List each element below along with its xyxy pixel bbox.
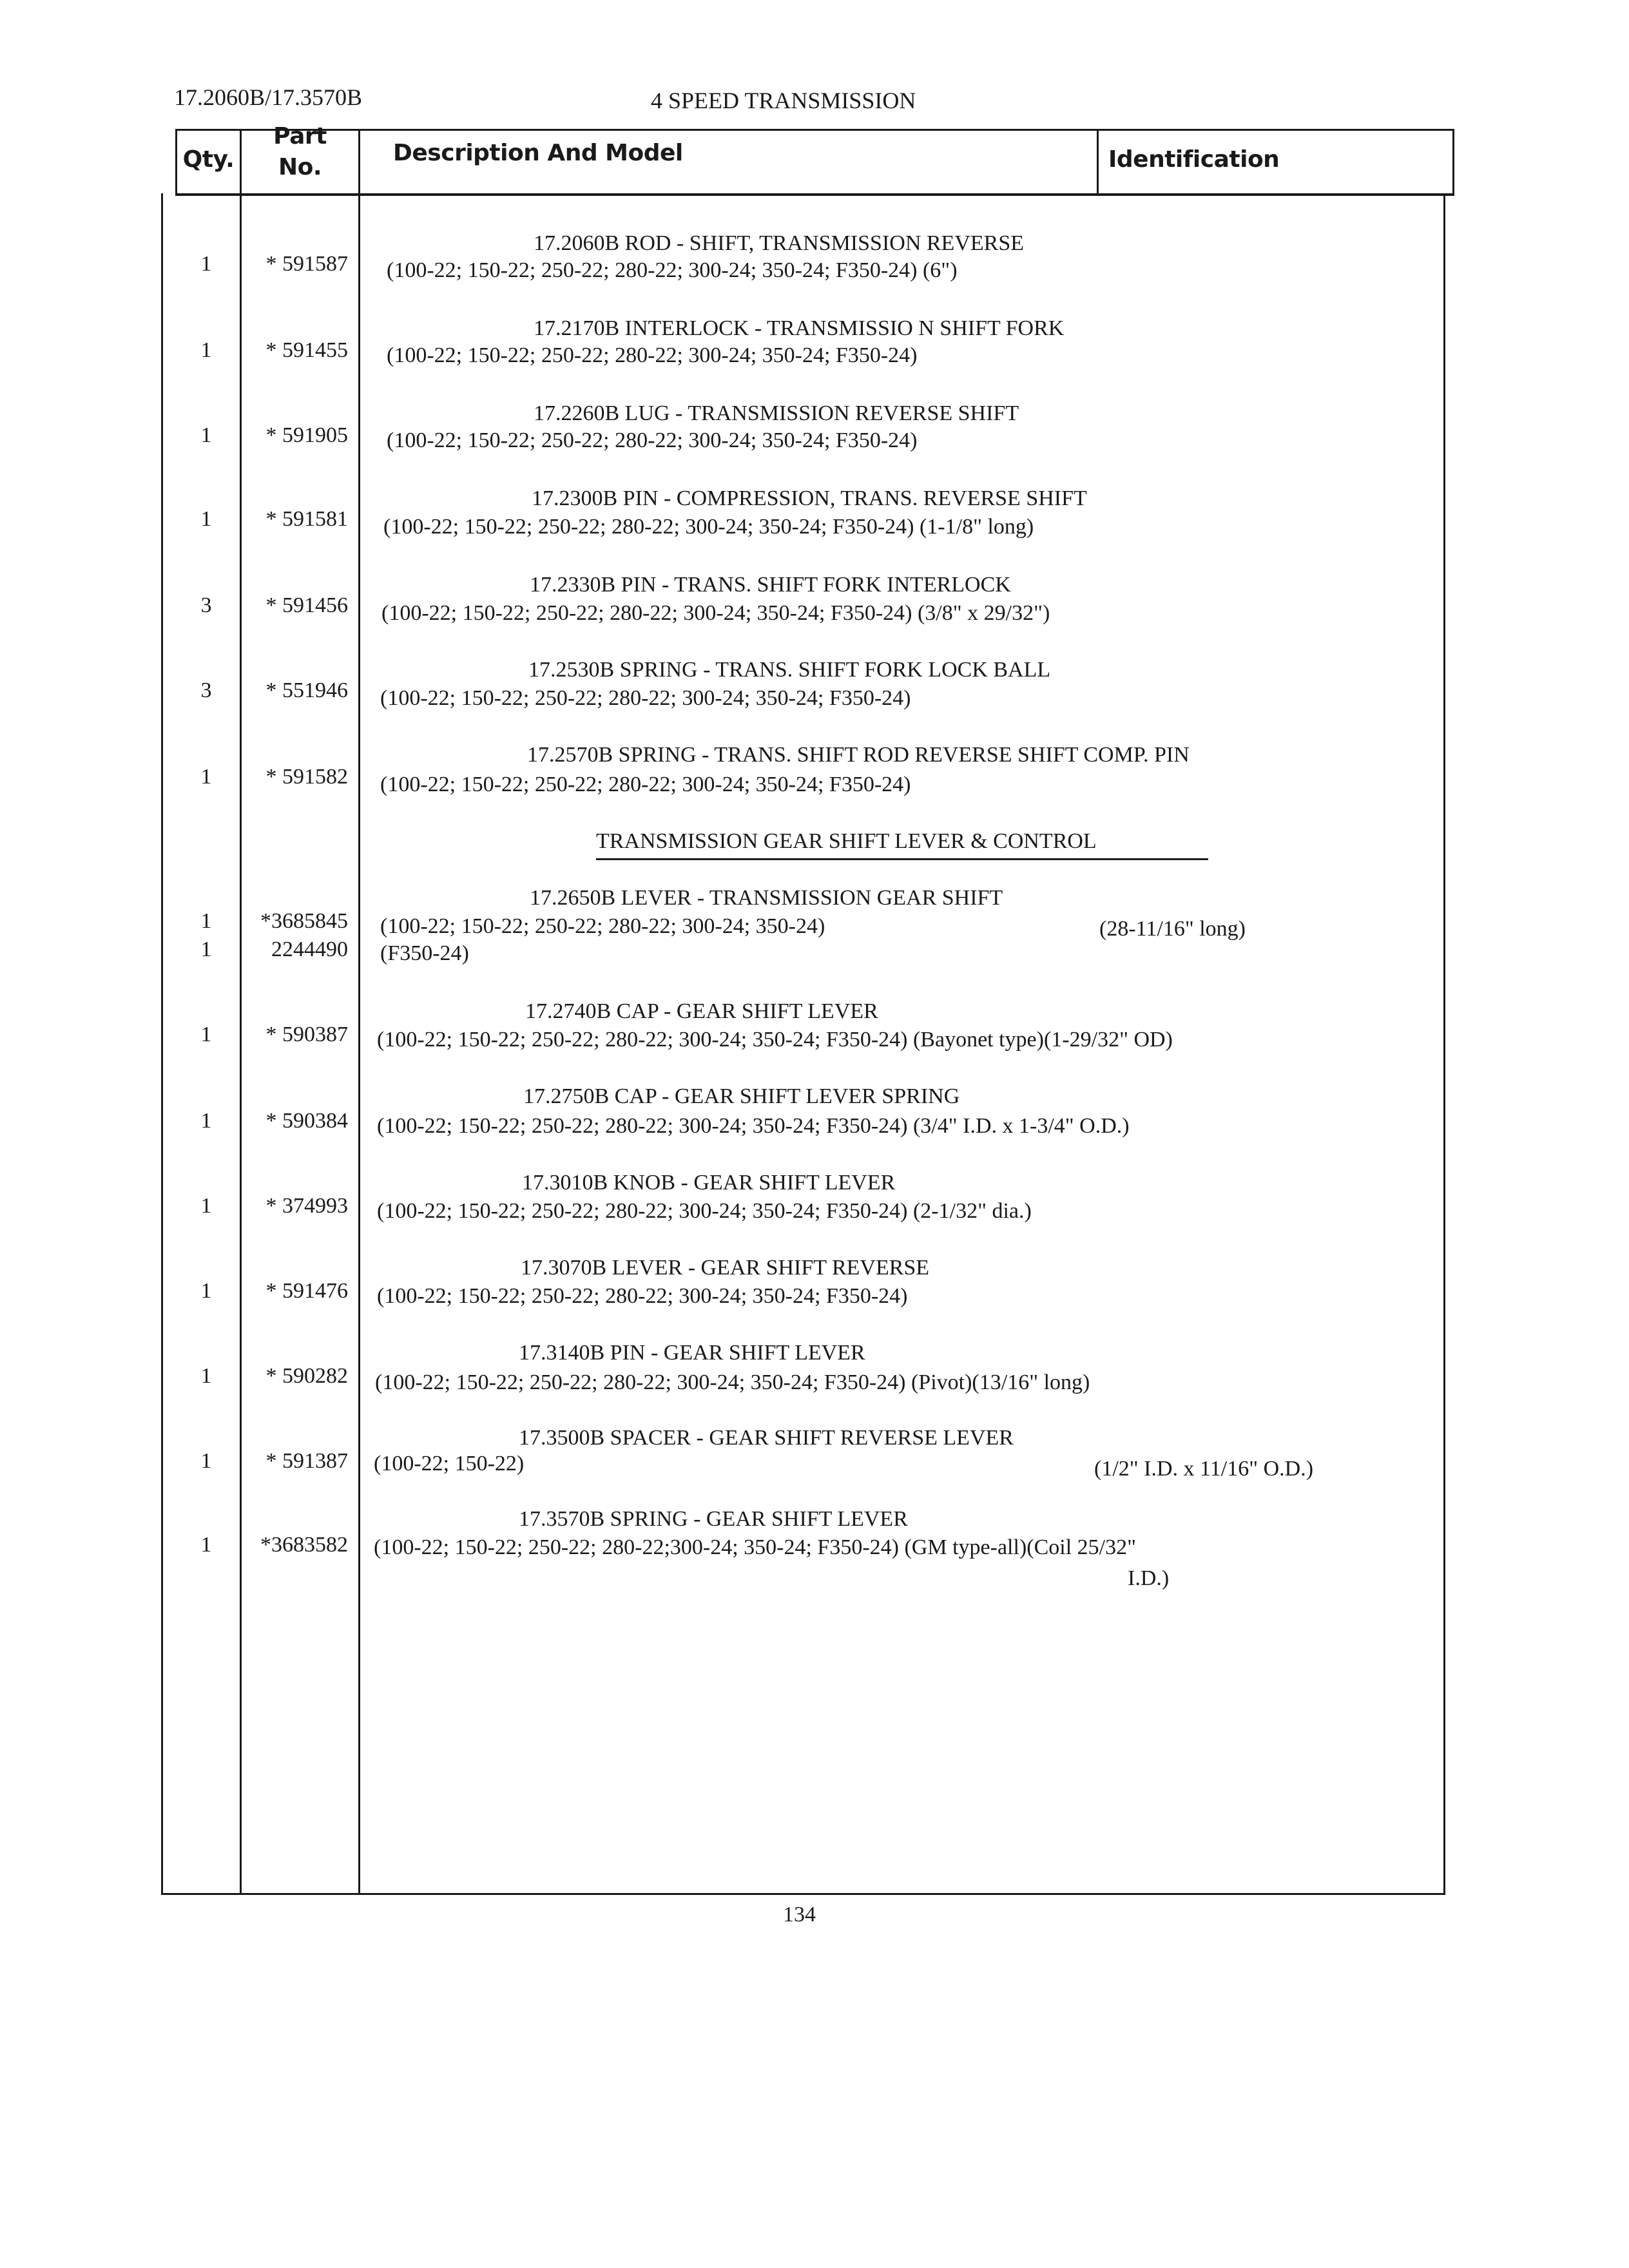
item-part-no: * 591587 xyxy=(265,252,348,276)
item-part-no: * 590387 xyxy=(265,1023,348,1046)
item-part-no: * 591905 xyxy=(265,423,348,447)
item-identification: (1/2" I.D. x 11/16" O.D.) xyxy=(1094,1457,1314,1481)
item-title: 17.3140B PIN - GEAR SHIFT LEVER xyxy=(519,1341,865,1365)
item-title: 17.3070B LEVER - GEAR SHIFT REVERSE xyxy=(521,1256,930,1280)
item-models: (100-22; 150-22; 250-22; 280-22; 300-24; 350-24; F350-24) (1-1/8" long) xyxy=(383,515,1034,539)
item-title: 17.2170B INTERLOCK - TRANSMISSIO N SHIFT FORK xyxy=(534,316,1065,340)
frame-left-line-body xyxy=(161,193,163,1895)
item-part-no: * 591387 xyxy=(265,1449,348,1473)
item-qty: 1 xyxy=(200,937,212,961)
identification-column-header: Identification xyxy=(1108,146,1280,173)
part-column-divider xyxy=(358,129,360,1895)
frame-top-line xyxy=(177,129,1454,131)
item-part-no: * 591582 xyxy=(265,765,348,789)
item-identification: (28-11/16" long) xyxy=(1099,917,1246,941)
item-models: (100-22; 150-22; 250-22; 280-22; 300-24; 350-24; F350-24) xyxy=(380,773,911,796)
item-models: (100-22; 150-22; 250-22; 280-22; 300-24; 350-24; F350-24) (2-1/32" dia.) xyxy=(377,1199,1032,1223)
item-models: (100-22; 150-22) xyxy=(374,1452,525,1475)
item-part-no: * 551946 xyxy=(265,678,348,702)
item-title: 17.2740B CAP - GEAR SHIFT LEVER xyxy=(525,999,878,1023)
qty-column-header: Qty. xyxy=(182,146,235,173)
item-part-no: 2244490 xyxy=(271,937,348,961)
item-title: 17.2650B LEVER - TRANSMISSION GEAR SHIFT xyxy=(530,886,1003,910)
item-models: (100-22; 150-22; 250-22; 280-22; 300-24; 350-24) xyxy=(380,914,825,938)
item-title: 17.3500B SPACER - GEAR SHIFT REVERSE LEVER xyxy=(519,1426,1014,1450)
item-models: (100-22; 150-22; 250-22; 280-22; 300-24; 350-24; F350-24) (6") xyxy=(387,258,958,282)
description-column-header: Description And Model xyxy=(393,140,683,166)
section-heading-underline xyxy=(596,858,1208,860)
item-models-continued: I.D.) xyxy=(1128,1566,1170,1590)
item-qty: 1 xyxy=(200,1023,212,1046)
item-title: 17.3570B SPRING - GEAR SHIFT LEVER xyxy=(519,1507,908,1531)
item-models: (100-22; 150-22; 250-22; 280-22;300-24; 350-24; F350-24) (GM type-all)(Coil 25/32" xyxy=(374,1535,1136,1559)
item-qty: 1 xyxy=(200,1533,212,1557)
item-qty: 1 xyxy=(200,507,212,531)
frame-bottom-line xyxy=(161,1893,1445,1895)
item-part-no: * 591476 xyxy=(265,1279,348,1303)
item-qty: 1 xyxy=(200,765,212,789)
item-part-no: * 590384 xyxy=(265,1109,348,1133)
item-title: 17.2570B SPRING - TRANS. SHIFT ROD REVERSE SHIFT COMP. PIN xyxy=(527,743,1190,767)
item-models: (100-22; 150-22; 250-22; 280-22; 300-24; 350-24; F350-24) (Bayonet type)(1-29/32" OD) xyxy=(377,1028,1173,1052)
item-title: 17.2260B LUG - TRANSMISSION REVERSE SHIFT xyxy=(534,401,1019,425)
item-qty: 1 xyxy=(200,1364,212,1388)
page-title: 4 SPEED TRANSMISSION xyxy=(651,88,916,113)
item-models: (100-22; 150-22; 250-22; 280-22; 300-24; 350-24; F350-24) xyxy=(380,686,911,710)
header-bottom-line xyxy=(177,193,1454,196)
item-qty: 1 xyxy=(200,338,212,362)
part-no-column-header-line1: Part xyxy=(273,123,327,149)
qty-column-divider xyxy=(240,129,242,1895)
item-qty: 1 xyxy=(200,423,212,447)
item-title: 17.3010B KNOB - GEAR SHIFT LEVER xyxy=(522,1171,896,1195)
item-models: (100-22; 150-22; 250-22; 280-22; 300-24; 350-24; F350-24) (3/4" I.D. x 1-3/4" O.D.) xyxy=(377,1114,1130,1138)
frame-right-line xyxy=(1452,129,1454,196)
page-number: 134 xyxy=(783,1903,816,1927)
item-models: (100-22; 150-22; 250-22; 280-22; 300-24; 350-24; F350-24) (3/8" x 29/32") xyxy=(381,601,1050,625)
part-no-column-header-line2: No. xyxy=(278,154,322,180)
item-qty: 1 xyxy=(200,1279,212,1303)
item-qty: 3 xyxy=(200,593,212,617)
item-part-no: * 591455 xyxy=(265,338,348,362)
item-title: 17.2300B PIN - COMPRESSION, TRANS. REVERSE SHIFT xyxy=(532,486,1087,510)
item-qty: 1 xyxy=(200,909,212,933)
item-qty: 1 xyxy=(200,1449,212,1473)
item-models: (100-22; 150-22; 250-22; 280-22; 300-24; 350-24; F350-24) (Pivot)(13/16" long) xyxy=(375,1370,1090,1394)
item-qty: 1 xyxy=(200,1194,212,1218)
item-title: 17.2750B CAP - GEAR SHIFT LEVER SPRING xyxy=(523,1084,960,1108)
item-qty: 3 xyxy=(200,678,212,702)
frame-right-line-body xyxy=(1443,193,1445,1895)
identification-column-divider xyxy=(1097,129,1099,196)
item-qty: 1 xyxy=(200,1109,212,1133)
item-models: (F350-24) xyxy=(380,941,469,965)
item-models: (100-22; 150-22; 250-22; 280-22; 300-24; 350-24; F350-24) xyxy=(377,1284,908,1308)
item-title: 17.2060B ROD - SHIFT, TRANSMISSION REVERSE xyxy=(534,231,1024,255)
item-part-no: * 591581 xyxy=(265,507,348,531)
item-part-no: *3683582 xyxy=(260,1533,348,1557)
item-part-no: * 374993 xyxy=(265,1194,348,1218)
item-qty: 1 xyxy=(200,252,212,276)
item-models: (100-22; 150-22; 250-22; 280-22; 300-24; 350-24; F350-24) xyxy=(387,343,918,367)
page-reference: 17.2060B/17.3570B xyxy=(174,84,363,110)
item-part-no: *3685845 xyxy=(260,909,348,933)
item-part-no: * 590282 xyxy=(265,1364,348,1388)
item-part-no: * 591456 xyxy=(265,593,348,617)
section-heading: TRANSMISSION GEAR SHIFT LEVER & CONTROL xyxy=(596,829,1097,853)
item-models: (100-22; 150-22; 250-22; 280-22; 300-24; 350-24; F350-24) xyxy=(387,428,918,452)
item-title: 17.2530B SPRING - TRANS. SHIFT FORK LOCK BALL xyxy=(528,658,1051,682)
item-title: 17.2330B PIN - TRANS. SHIFT FORK INTERLOCK xyxy=(530,573,1011,597)
